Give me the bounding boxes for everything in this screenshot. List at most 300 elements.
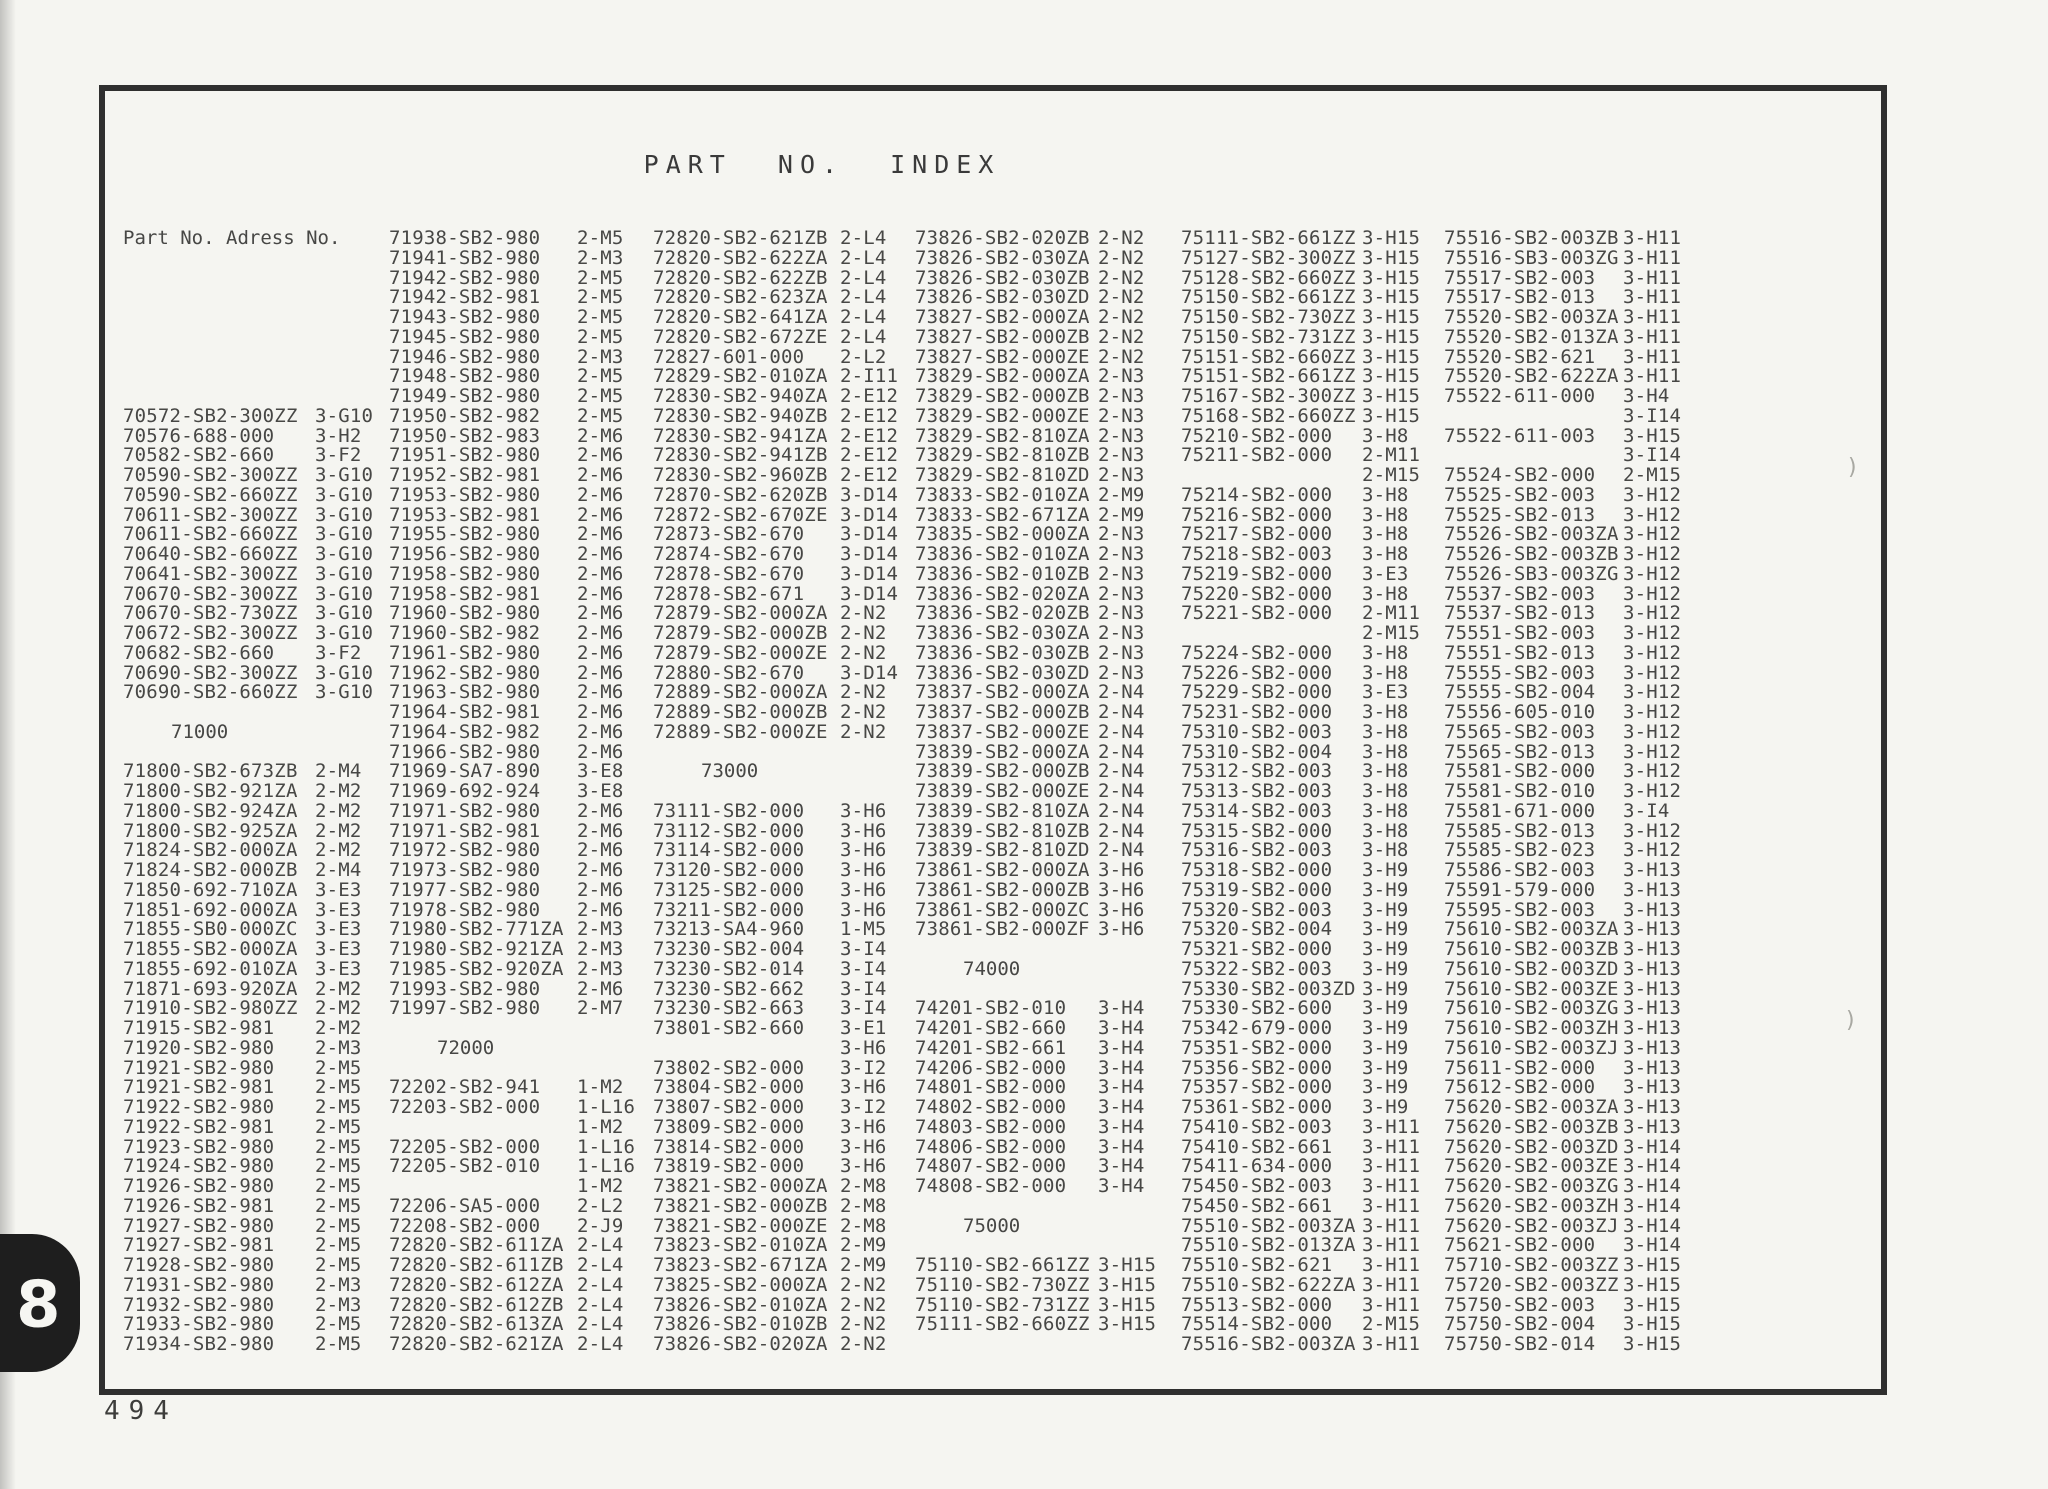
part-number: 71993-SB2-980 — [389, 977, 541, 1000]
address-number: 2-N2 — [840, 681, 887, 704]
part-number: 73829-SB2-810ZA — [915, 424, 1090, 447]
part-number: 70611-SB2-660ZZ — [123, 523, 298, 546]
index-row — [653, 899, 915, 919]
part-number: 75591-579-000 — [1444, 878, 1596, 901]
part-number: 73826-SB2-030ZA — [915, 246, 1090, 269]
address-number: 1-M2 — [577, 1175, 624, 1197]
address-number: 3-H12 — [1623, 681, 1682, 704]
index-row — [653, 385, 915, 405]
address-number: 2-N2 — [1098, 286, 1145, 309]
part-number: 75526-SB2-003ZB — [1444, 543, 1619, 565]
part-number: 70590-SB2-300ZZ — [123, 464, 298, 486]
part-number: 75151-SB2-661ZZ — [1181, 365, 1356, 388]
part-number: 75168-SB2-660ZZ — [1181, 404, 1356, 427]
address-number: 2-M5 — [315, 1135, 362, 1158]
address-number: 3-H13 — [1623, 1056, 1682, 1079]
index-row — [123, 800, 385, 820]
index-row — [1181, 1313, 1443, 1336]
address-number: 3-H8 — [1362, 641, 1409, 664]
part-number: 71871-693-920ZA — [123, 977, 298, 1000]
index-row — [915, 1096, 1177, 1116]
address-number: 3-D14 — [840, 582, 899, 605]
part-number: 70582-SB2-660 — [123, 444, 275, 467]
part-number: 74206-SB2-000 — [915, 1056, 1067, 1079]
index-row — [915, 918, 1177, 941]
section-tab — [0, 1234, 80, 1372]
part-number: 72205-SB2-000 — [389, 1135, 541, 1158]
address-number: 3-H8 — [1362, 424, 1409, 447]
part-number: 75110-SB2-661ZZ — [915, 1254, 1090, 1276]
part-number: 73839-SB2-000ZE — [915, 780, 1090, 802]
address-number: 3-H9 — [1362, 938, 1409, 960]
address-number: 2-M4 — [315, 859, 362, 881]
part-number: 73819-SB2-000 — [653, 1155, 805, 1178]
index-row — [653, 306, 915, 326]
index-row — [653, 978, 915, 998]
part-number: 75150-SB2-661ZZ — [1181, 286, 1356, 309]
part-number: 75510-SB2-003ZA — [1181, 1214, 1356, 1237]
part-number: 75522-611-003 — [1444, 424, 1596, 447]
address-number: 3-H8 — [1362, 799, 1409, 822]
address-number: 2-M5 — [315, 1175, 362, 1197]
address-number: 3-H12 — [1623, 622, 1682, 644]
index-row — [915, 1017, 1177, 1037]
address-number: 3-H15 — [1362, 227, 1421, 249]
part-number: 73837-SB2-000ZA — [915, 681, 1090, 704]
address-number: 3-H12 — [1623, 720, 1682, 743]
part-number: 75595-SB2-003 — [1444, 898, 1596, 921]
address-number: 2-N3 — [1098, 582, 1145, 605]
address-number: 3-H15 — [1623, 1273, 1682, 1296]
part-number: 75581-671-000 — [1444, 799, 1596, 822]
index-row — [123, 780, 385, 800]
index-row — [389, 899, 651, 919]
address-number: 2-N3 — [1098, 385, 1145, 407]
part-number: 71932-SB2-980 — [123, 1293, 275, 1316]
blank-row — [915, 1195, 1177, 1215]
index-row — [1181, 958, 1443, 978]
section-header-row — [915, 1215, 1177, 1235]
address-number: 2-M5 — [315, 1234, 362, 1257]
address-number: 3-H15 — [1623, 424, 1682, 447]
address-number: 2-N2 — [1098, 345, 1145, 368]
index-row — [1444, 385, 1706, 405]
index-row — [1444, 899, 1706, 919]
address-number: 3-H13 — [1623, 1096, 1682, 1118]
index-row — [1181, 1136, 1443, 1156]
index-row — [389, 681, 651, 704]
address-number: 1-L16 — [577, 1135, 636, 1158]
index-row — [1444, 622, 1706, 642]
index-row — [653, 1076, 915, 1099]
part-number: 73829-SB2-000ZA — [915, 365, 1090, 388]
part-number: 75565-SB2-003 — [1444, 720, 1596, 743]
address-number: 2-M5 — [315, 1115, 362, 1138]
part-number: 75551-SB2-013 — [1444, 641, 1596, 664]
section-header: 75000 — [963, 1214, 1021, 1237]
index-row — [123, 879, 385, 899]
address-number: 2-M6 — [577, 661, 624, 684]
part-number: 70690-SB2-660ZZ — [123, 681, 298, 704]
address-number: 3-H4 — [1098, 1076, 1145, 1099]
index-row — [123, 622, 385, 642]
index-row — [1444, 1234, 1706, 1257]
address-number: 2-L4 — [577, 1254, 624, 1276]
part-number: 75110-SB2-730ZZ — [915, 1273, 1090, 1296]
part-number: 71972-SB2-980 — [389, 839, 541, 862]
part-number: 73825-SB2-000ZA — [653, 1273, 828, 1296]
part-number: 73801-SB2-660 — [653, 1017, 805, 1039]
part-number: 75450-SB2-661 — [1181, 1194, 1333, 1217]
index-row — [1181, 1333, 1443, 1353]
index-row — [653, 444, 915, 467]
index-row — [915, 286, 1177, 309]
part-number: 73823-SB2-010ZA — [653, 1234, 828, 1257]
part-number: 71922-SB2-980 — [123, 1096, 275, 1118]
index-row — [1181, 681, 1443, 704]
index-row — [1444, 1215, 1706, 1235]
index-row — [389, 958, 651, 978]
address-number: 3-H8 — [1362, 503, 1409, 526]
index-row — [1181, 1096, 1443, 1116]
index-row — [915, 879, 1177, 899]
scan-artifact: ) — [1846, 1008, 1855, 1033]
part-number: 74201-SB2-010 — [915, 997, 1067, 1020]
index-row — [389, 286, 651, 309]
address-number: 3-H12 — [1623, 562, 1682, 585]
part-number: 75565-SB2-013 — [1444, 740, 1596, 763]
address-number: 3-H11 — [1623, 325, 1682, 348]
index-row — [123, 1234, 385, 1257]
section-header: 74000 — [963, 957, 1021, 980]
part-number: 73230-SB2-004 — [653, 938, 805, 960]
index-row — [915, 1175, 1177, 1195]
index-row — [1181, 365, 1443, 388]
part-number: 75330-SB2-003ZD — [1181, 977, 1356, 1000]
part-number: 71952-SB2-981 — [389, 464, 541, 486]
part-number: 75720-SB2-003ZZ — [1444, 1273, 1619, 1296]
index-row — [1444, 286, 1706, 309]
part-number: 75357-SB2-000 — [1181, 1076, 1333, 1099]
address-number: 2-M5 — [577, 404, 624, 427]
index-row — [1181, 997, 1443, 1020]
address-number: 2-M5 — [315, 1096, 362, 1118]
address-number: 2-N2 — [840, 1333, 887, 1355]
index-row — [1444, 662, 1706, 682]
address-number: 2-M6 — [577, 859, 624, 881]
part-number: 71962-SB2-980 — [389, 661, 541, 684]
index-row — [653, 1136, 915, 1156]
index-row — [1444, 918, 1706, 941]
address-number: 2-M6 — [577, 483, 624, 506]
part-number: 73836-SB2-010ZB — [915, 562, 1090, 585]
index-row — [389, 918, 651, 941]
index-row — [123, 859, 385, 879]
address-number: 2-M9 — [840, 1254, 887, 1276]
index-row — [915, 1313, 1177, 1336]
part-number: 71966-SB2-980 — [389, 740, 541, 763]
address-number: 3-H14 — [1623, 1214, 1682, 1237]
part-number: 75321-SB2-000 — [1181, 938, 1333, 960]
address-number: 3-G10 — [315, 681, 374, 704]
part-number: 73111-SB2-000 — [653, 799, 805, 822]
blank-row — [123, 267, 385, 287]
index-row — [1444, 326, 1706, 346]
address-number: 3-H11 — [1362, 1333, 1421, 1355]
part-number: 71855-SB0-000ZC — [123, 918, 298, 941]
part-number: 75219-SB2-000 — [1181, 562, 1333, 585]
part-number: 71969-692-924 — [389, 780, 541, 802]
index-row — [123, 1175, 385, 1195]
blank-row — [123, 247, 385, 267]
part-number: 75510-SB2-621 — [1181, 1254, 1333, 1276]
address-number: 3-H12 — [1623, 760, 1682, 783]
index-row — [389, 504, 651, 524]
address-number: 2-N4 — [1098, 681, 1145, 704]
index-row — [389, 405, 651, 425]
part-number: 75356-SB2-000 — [1181, 1056, 1333, 1079]
index-row — [1181, 1057, 1443, 1077]
address-number: 3-H15 — [1098, 1313, 1157, 1336]
address-number: 3-H8 — [1362, 760, 1409, 783]
index-row — [653, 1215, 915, 1235]
part-number: 75310-SB2-004 — [1181, 740, 1333, 763]
index-row — [123, 839, 385, 862]
part-number: 75556-605-010 — [1444, 701, 1596, 723]
index-row — [1181, 444, 1443, 467]
address-number: 1-L16 — [577, 1096, 636, 1118]
part-number: 75167-SB2-300ZZ — [1181, 385, 1356, 407]
index-row — [915, 1254, 1177, 1274]
index-row — [1444, 1096, 1706, 1116]
part-number: 71926-SB2-980 — [123, 1175, 275, 1197]
index-column — [1181, 227, 1443, 1353]
part-number: 71950-SB2-982 — [389, 404, 541, 427]
index-row — [123, 918, 385, 941]
address-number: 2-M11 — [1362, 444, 1421, 467]
section-tab-number: 8 — [16, 1268, 61, 1343]
part-number: 73827-SB2-000ZB — [915, 325, 1090, 348]
part-number: 70670-SB2-730ZZ — [123, 602, 298, 625]
part-number: 75611-SB2-000 — [1444, 1056, 1596, 1079]
part-number: 74808-SB2-000 — [915, 1175, 1067, 1197]
part-number: 72820-SB2-612ZB — [389, 1293, 564, 1316]
address-number: 3-I4 — [840, 938, 887, 960]
index-row — [915, 997, 1177, 1020]
index-row — [1181, 247, 1443, 267]
address-number: 3-E3 — [1362, 681, 1409, 704]
part-number: 71953-SB2-980 — [389, 483, 541, 506]
part-number: 71971-SB2-981 — [389, 819, 541, 842]
part-number: 71927-SB2-980 — [123, 1214, 275, 1237]
index-row — [123, 1313, 385, 1336]
address-number: 2-M5 — [577, 385, 624, 407]
part-number: 71920-SB2-980 — [123, 1036, 275, 1059]
part-number: 71960-SB2-982 — [389, 622, 541, 644]
part-number: 75520-SB2-622ZA — [1444, 365, 1619, 388]
part-number: 75620-SB2-003ZG — [1444, 1175, 1619, 1197]
address-number: 2-N4 — [1098, 819, 1145, 842]
index-row — [915, 721, 1177, 741]
part-number: 72874-SB2-670 — [653, 543, 805, 565]
part-number: 75111-SB2-661ZZ — [1181, 227, 1356, 249]
address-number: 3-I4 — [840, 977, 887, 1000]
part-number: 75110-SB2-731ZZ — [915, 1293, 1090, 1316]
address-number: 3-H9 — [1362, 957, 1409, 980]
part-number: 75620-SB2-003ZD — [1444, 1135, 1619, 1158]
address-number: 2-L4 — [840, 286, 887, 309]
address-number: 3-H15 — [1098, 1273, 1157, 1296]
part-number: 71910-SB2-980ZZ — [123, 997, 298, 1020]
part-number: 71915-SB2-981 — [123, 1017, 275, 1039]
address-number: 2-M6 — [577, 503, 624, 526]
address-number: 3-E3 — [1362, 562, 1409, 585]
index-row — [1444, 938, 1706, 958]
part-number: 75612-SB2-000 — [1444, 1076, 1596, 1099]
address-number: 3-H11 — [1362, 1214, 1421, 1237]
address-number: 2-L4 — [840, 246, 887, 269]
index-row — [123, 662, 385, 682]
address-number: 2-N3 — [1098, 365, 1145, 388]
address-number: 2-J9 — [577, 1214, 624, 1237]
part-number: 75516-SB2-003ZB — [1444, 227, 1619, 249]
part-number: 71800-SB2-921ZA — [123, 780, 298, 802]
part-number: 75620-SB2-003ZH — [1444, 1194, 1619, 1217]
part-number: 75150-SB2-730ZZ — [1181, 306, 1356, 328]
index-row — [389, 602, 651, 625]
address-number: 2-M8 — [840, 1214, 887, 1237]
index-row — [915, 642, 1177, 662]
index-row — [389, 1116, 651, 1136]
address-number: 3-H13 — [1623, 878, 1682, 901]
part-number: 73835-SB2-000ZA — [915, 523, 1090, 546]
part-number: 72820-SB2-622ZB — [653, 266, 828, 289]
address-number: 3-H15 — [1362, 246, 1421, 269]
index-row — [1181, 1017, 1443, 1037]
blank-row — [915, 938, 1177, 958]
part-number: 73120-SB2-000 — [653, 859, 805, 881]
part-number: 75750-SB2-004 — [1444, 1313, 1596, 1336]
address-number: 3-D14 — [840, 562, 899, 585]
part-number: 73839-SB2-810ZD — [915, 839, 1090, 862]
address-number: 3-H6 — [840, 898, 887, 921]
part-number: 75410-SB2-661 — [1181, 1135, 1333, 1158]
index-row — [653, 484, 915, 504]
address-number: 3-H15 — [1362, 404, 1421, 427]
address-number: 2-N2 — [840, 1293, 887, 1316]
part-number: 75315-SB2-000 — [1181, 819, 1333, 842]
address-number: 1-L16 — [577, 1155, 636, 1178]
address-number: 2-M15 — [1362, 1313, 1421, 1336]
address-number: 3-H9 — [1362, 898, 1409, 921]
address-number: 2-N2 — [1098, 266, 1145, 289]
address-number: 3-G10 — [315, 582, 374, 605]
part-number: 75150-SB2-731ZZ — [1181, 325, 1356, 348]
address-number: 2-N3 — [1098, 404, 1145, 427]
part-number: 75526-SB2-003ZA — [1444, 523, 1619, 546]
index-row — [1444, 879, 1706, 899]
address-number: 2-M6 — [577, 602, 624, 625]
part-number: 75320-SB2-004 — [1181, 918, 1333, 941]
index-row — [1181, 425, 1443, 445]
part-number: 75226-SB2-000 — [1181, 661, 1333, 684]
address-number: 3-D14 — [840, 523, 899, 546]
address-number: 3-E3 — [315, 918, 362, 941]
address-number: 3-H11 — [1362, 1273, 1421, 1296]
blank-row — [123, 227, 385, 247]
adress-no-header: Adress No. — [226, 227, 341, 249]
address-number: 2-M3 — [315, 1273, 362, 1296]
address-number: 3-F2 — [315, 444, 362, 467]
address-number: 3-H15 — [1098, 1254, 1157, 1276]
index-row — [389, 326, 651, 346]
index-row — [653, 543, 915, 563]
address-number: 3-H13 — [1623, 997, 1682, 1020]
address-number: 3-H11 — [1362, 1155, 1421, 1178]
part-number: 75610-SB2-003ZB — [1444, 938, 1619, 960]
index-row — [915, 1116, 1177, 1136]
part-number: 72820-SB2-621ZA — [389, 1333, 564, 1355]
address-number: 2-M7 — [577, 997, 624, 1020]
index-row — [123, 1116, 385, 1136]
address-number: 2-L4 — [840, 266, 887, 289]
index-row — [1181, 839, 1443, 862]
blank-row — [915, 1333, 1177, 1353]
index-row — [123, 444, 385, 467]
address-number: 3-H6 — [840, 878, 887, 901]
address-number: 3-H12 — [1623, 483, 1682, 506]
part-number: 72873-SB2-670 — [653, 523, 805, 546]
part-number: 71956-SB2-980 — [389, 543, 541, 565]
index-row — [1181, 1294, 1443, 1314]
index-row — [915, 1136, 1177, 1156]
part-number: 73836-SB2-010ZA — [915, 543, 1090, 565]
part-number: 71924-SB2-980 — [123, 1155, 275, 1178]
index-row — [915, 741, 1177, 761]
address-number: 2-N3 — [1098, 562, 1145, 585]
address-number: 3-D14 — [840, 661, 899, 684]
part-number: 71969-SA7-890 — [389, 760, 541, 783]
index-row — [1444, 464, 1706, 484]
address-number: 3-G10 — [315, 503, 374, 526]
address-number: 2-M3 — [577, 918, 624, 941]
index-row — [1444, 997, 1706, 1020]
part-number: 75342-679-000 — [1181, 1017, 1333, 1039]
index-row — [653, 997, 915, 1020]
part-number: 75581-SB2-000 — [1444, 760, 1596, 783]
part-number: 74801-SB2-000 — [915, 1076, 1067, 1099]
part-number: 75620-SB2-003ZE — [1444, 1155, 1619, 1178]
part-number: 73804-SB2-000 — [653, 1076, 805, 1099]
index-row — [123, 1195, 385, 1215]
address-number: 3-H15 — [1623, 1293, 1682, 1316]
index-row — [1444, 859, 1706, 879]
part-number: 73809-SB2-000 — [653, 1115, 805, 1138]
index-row — [123, 425, 385, 445]
address-number: 3-H11 — [1362, 1175, 1421, 1197]
address-number: 2-M5 — [315, 1254, 362, 1276]
index-row — [653, 425, 915, 445]
index-row — [1444, 1294, 1706, 1314]
address-number: 2-M3 — [577, 957, 624, 980]
part-number: 75585-SB2-013 — [1444, 819, 1596, 842]
part-number: 73125-SB2-000 — [653, 878, 805, 901]
blank-row — [123, 385, 385, 405]
part-number: 72878-SB2-671 — [653, 582, 805, 605]
address-number: 3-H12 — [1623, 740, 1682, 763]
address-number: 2-M6 — [577, 582, 624, 605]
blank-row — [653, 780, 915, 800]
